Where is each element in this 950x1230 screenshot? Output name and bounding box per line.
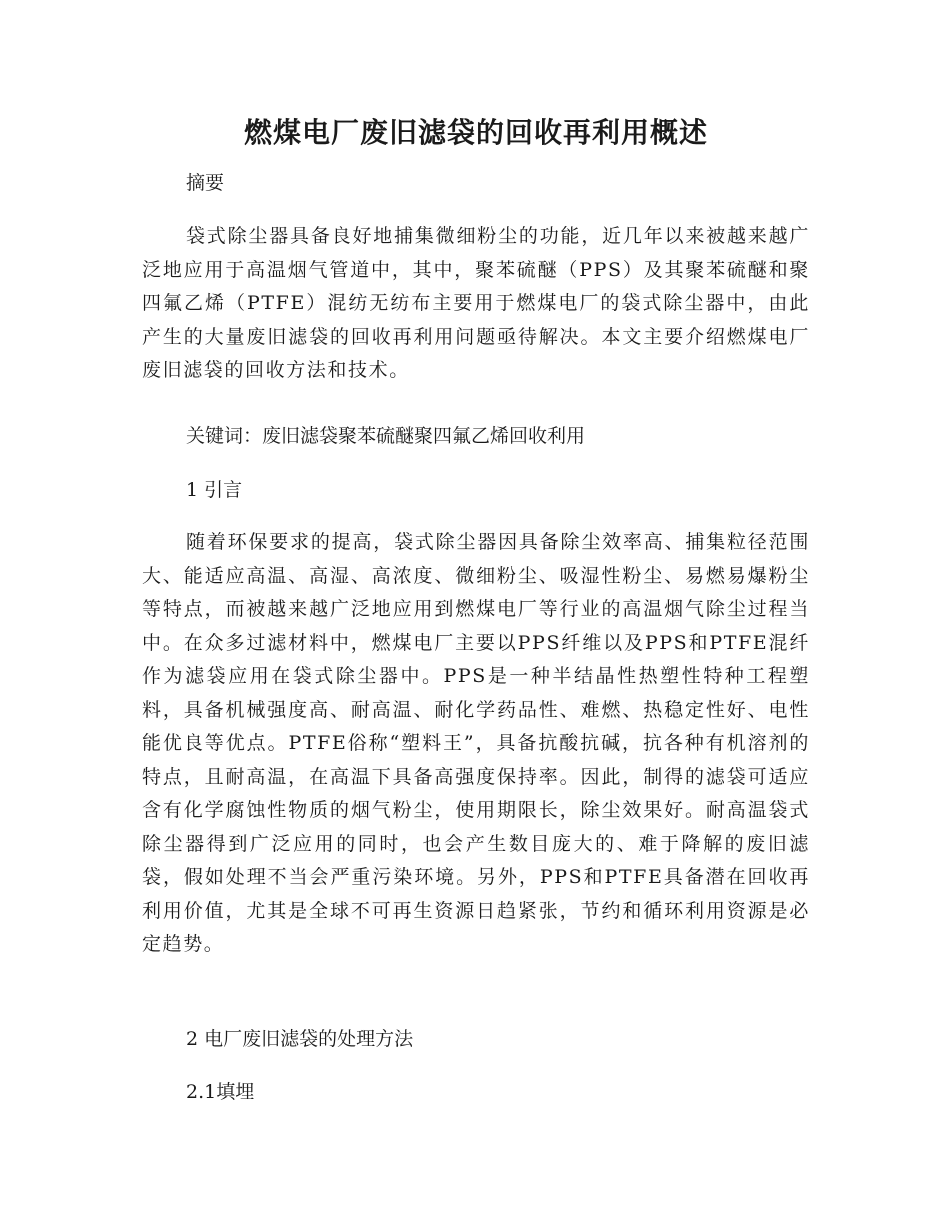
document-title: 燃煤电厂废旧滤袋的回收再利用概述: [243, 116, 708, 149]
section-2-1-heading: 2.1填埋: [186, 1081, 255, 1103]
abstract-heading: 摘要: [186, 172, 225, 194]
keywords-line: 关键词：废旧滤袋聚苯硫醚聚四氟乙烯回收利用: [186, 425, 586, 447]
abstract-paragraph: 袋式除尘器具备良好地捕集微细粉尘的功能，近几年以来被越来越广泛地应用于高温烟气管道中，其中，聚苯硫醚（PPS）及其聚苯硫醚和聚四氟乙烯（PTFE）混纺无纺布主要用于燃煤电厂的袋式除尘器中，由此产生的大量废旧滤袋的回收再利用问题亟待解决。本文主要介绍燃煤电厂废旧滤袋的回收方法和技术。: [142, 225, 810, 381]
section-2-heading: 2 电厂废旧滤袋的处理方法: [186, 1028, 414, 1050]
section-1-heading: 1 引言: [186, 479, 243, 501]
section-1-paragraph: 随着环保要求的提高，袋式除尘器因具备除尘效率高、捕集粒径范围大、能适应高温、高湿、高浓度、微细粉尘、吸湿性粉尘、易燃易爆粉尘等特点，而被越来越广泛地应用到燃煤电厂等行业的高温烟气除尘过程当中。在众多过滤材料中，燃煤电厂主要以PPS纤维以及PPS和PTFE混纤作为滤袋应用在袋式除尘器中。PPS是一种半结晶性热塑性特种工程塑料，具备机械强度高、耐高温、耐化学药品性、难燃、热稳定性好、电性能优良等优点。PTFE俗称“塑料王”，具备抗酸抗碱，抗各种有机溶剂的特点，且耐高温，在高温下具备高强度保持率。因此，制得的滤袋可适应含有化学腐蚀性物质的烟气粉尘，使用期限长，除尘效果好。耐高温袋式除尘器得到广泛应用的同时，也会产生数目庞大的、难于降解的废旧滤袋，假如处理不当会严重污染环境。另外，PPS和PTFE具备潜在回收再利用价值，尤其是全球不可再生资源日趋紧张，节约和循环利用资源是必定趋势。: [142, 531, 810, 955]
